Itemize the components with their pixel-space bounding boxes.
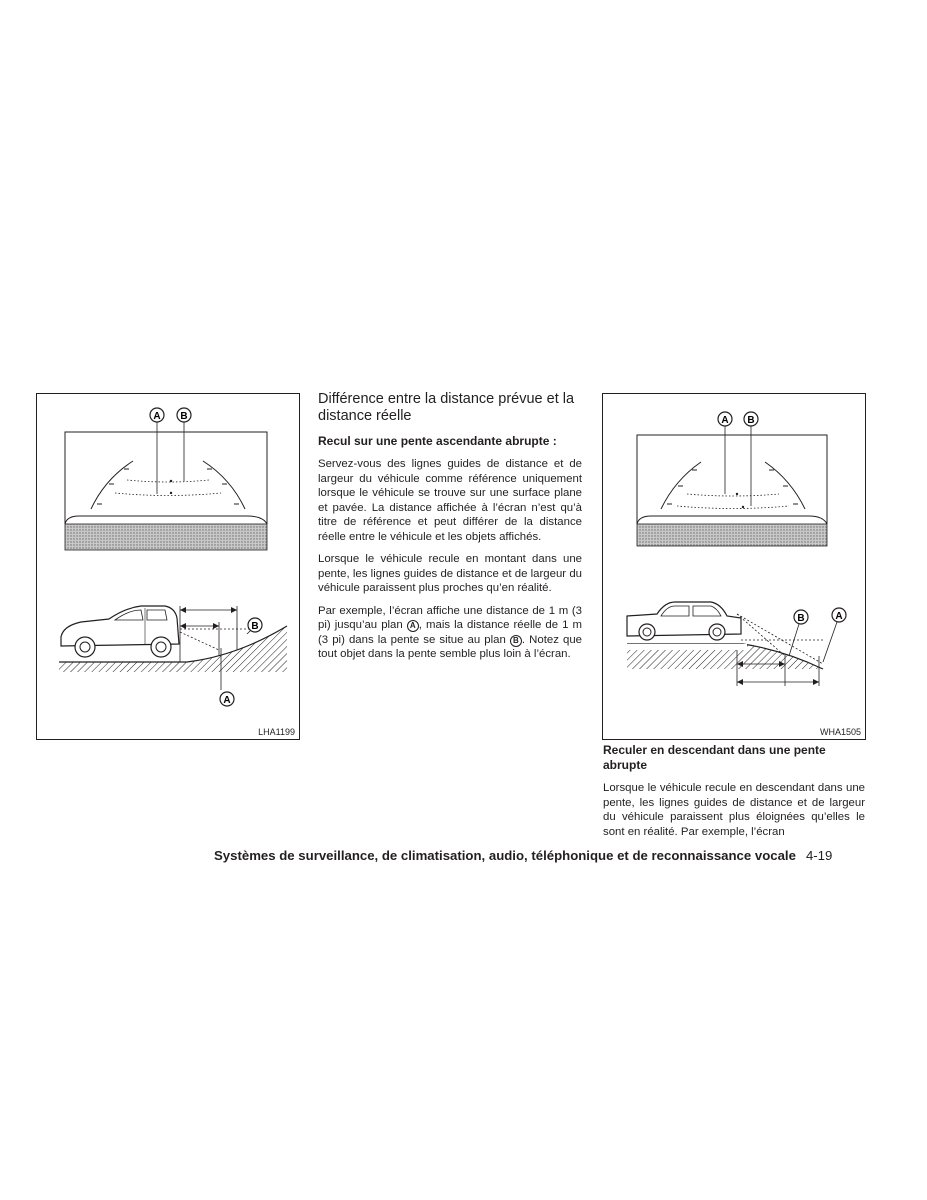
figure-downhill [602, 393, 866, 740]
footer-title: Systèmes de surveillance, de climatisation, audio, téléphonique et de reconnaissance vocale [214, 848, 796, 863]
downhill-diagram [603, 394, 865, 739]
section-title: Différence entre la distance prévue et la distance réelle [318, 391, 575, 424]
paragraph-3-part-c: . Notez que tout objet dans la pente semble plus loin à l’écran. [318, 633, 582, 660]
label-b-top [177, 408, 191, 422]
mark-a-icon: A [407, 620, 419, 632]
svg-text:B: B [251, 621, 259, 632]
page-number: 4-19 [805, 848, 833, 863]
uphill-diagram [37, 394, 299, 739]
page-footer [214, 848, 866, 863]
svg-text:B: B [797, 613, 805, 624]
figure-uphill [36, 393, 300, 740]
label-b-slope [248, 618, 262, 632]
figure-code-right: WHA1505 [819, 727, 861, 737]
svg-text:A: A [223, 695, 231, 706]
uphill-measurements [180, 606, 251, 690]
camera-screen [65, 422, 267, 550]
section-subtitle: Recul sur une pente ascendante abrupte : [318, 434, 557, 448]
label-b-top-right [744, 412, 758, 426]
right-subtitle: Reculer en descendant dans une pente abrupte [603, 743, 826, 772]
sedan-car [627, 602, 741, 640]
paragraph-3 [318, 604, 582, 662]
right-column [603, 743, 865, 847]
main-column [318, 391, 582, 670]
figure-code-left: LHA1199 [258, 727, 295, 737]
downhill-ground [627, 644, 823, 669]
right-paragraph-1: Lorsque le véhicule recule en descendant dans une pente, les lignes guides de distance et de largeur du véhicule paraissent plus éloignées qu’elles le sont en réalité. Par exemple, l’écran [603, 782, 865, 838]
label-a-top-right [718, 412, 732, 426]
label-a-slope [220, 692, 234, 706]
label-a-slope-right [832, 608, 846, 622]
label-b-slope-right [794, 610, 808, 624]
svg-text:A: A [721, 415, 729, 426]
paragraph-1: Servez-vous des lignes guides de distance et de largeur du véhicule comme référence uniquement lorsque le véhicule se trouve sur une surface plane et pavée. La distance affichée à l’écran n’est qu’à titre de référence et peut différer de la distance réelle entre le véhicule et les objets affichés. [318, 458, 582, 543]
paragraph-3-part-b: , mais la distance réelle de 1 m (3 pi) dans la pente se situe au plan [318, 619, 582, 646]
label-a-top [150, 408, 164, 422]
svg-text:B: B [747, 415, 755, 426]
svg-text:B: B [180, 411, 188, 422]
svg-text:A: A [835, 611, 843, 622]
paragraph-2: Lorsque le véhicule recule en montant dans une pente, les lignes guides de distance et de largeur du véhicule paraissent plus proches qu’en réalité. [318, 553, 582, 594]
svg-text:A: A [153, 411, 161, 422]
suv-car [61, 606, 179, 657]
camera-screen-right [637, 426, 827, 546]
mark-b-icon: B [510, 635, 522, 647]
paragraph-3-part-a: Par exemple, l’écran affiche une distance de 1 m (3 pi) jusqu’au plan [318, 604, 582, 631]
